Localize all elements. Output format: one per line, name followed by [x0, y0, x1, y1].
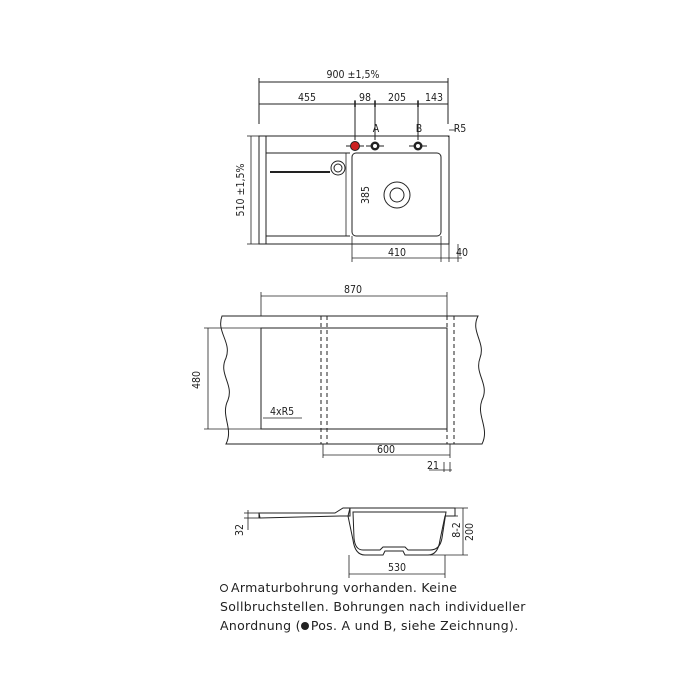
overall-depth-label: 510 ±1,5%	[235, 163, 247, 217]
installation-view	[204, 292, 485, 472]
note-text-2: Sollbruchstellen. Bohrungen nach individueller	[220, 599, 526, 614]
note-line-2	[220, 597, 550, 616]
installation-bowl-width-label: 600	[376, 444, 396, 456]
ring-icon	[220, 584, 228, 592]
drainboard-profile	[259, 508, 350, 518]
bowl-width-label: 410	[387, 247, 407, 259]
tap-hole-b-marker	[409, 142, 427, 151]
tap-hole-a-label: A	[372, 123, 380, 135]
top-view	[247, 78, 462, 262]
note-text-1: Armaturbohrung vorhanden. Keine	[231, 580, 458, 595]
sink-outline	[259, 136, 449, 244]
section-bowl-width-label: 530	[387, 562, 407, 574]
rim-thickness-label: 21	[426, 460, 440, 472]
rim-height-label: 32	[234, 523, 246, 537]
countertop-outline	[221, 316, 485, 444]
corner-radii-label: 4xR5	[270, 406, 295, 418]
cutout-depth-label: 480	[191, 370, 203, 390]
width-segment-label: 455	[297, 92, 317, 104]
cutout-width-label: 870	[343, 284, 363, 296]
tap-hole-marker-existing	[346, 142, 364, 151]
width-segment-label: 143	[424, 92, 444, 104]
section-depth-label: 200	[464, 522, 476, 542]
installation-note	[220, 578, 550, 635]
wall-spec-label: 8-2	[451, 522, 463, 538]
overall-width-dimension	[259, 78, 448, 124]
drain-overflow-outer	[331, 161, 345, 175]
note-text-3a: Anordnung (	[220, 618, 301, 633]
overall-width-label: 900 ±1,5%	[326, 69, 380, 81]
tap-holes	[346, 142, 427, 151]
note-line-1	[220, 578, 550, 597]
bowl-profile	[348, 508, 455, 555]
tap-hole-a-marker	[366, 142, 384, 151]
note-line-3	[220, 616, 550, 635]
width-segment-label: 205	[387, 92, 407, 104]
tap-hole-b-label: B	[415, 123, 423, 135]
edge-offset-label: 40	[455, 247, 469, 259]
corner-radius-label: R5	[453, 123, 467, 135]
bowl-depth-label: 385	[360, 185, 372, 205]
width-segment-label: 98	[358, 92, 372, 104]
section-view	[244, 508, 468, 578]
filled-dot-icon	[301, 622, 309, 630]
bowl-drain-outer	[384, 182, 410, 208]
note-text-3b: Pos. A und B, siehe Zeichnung).	[310, 618, 519, 633]
